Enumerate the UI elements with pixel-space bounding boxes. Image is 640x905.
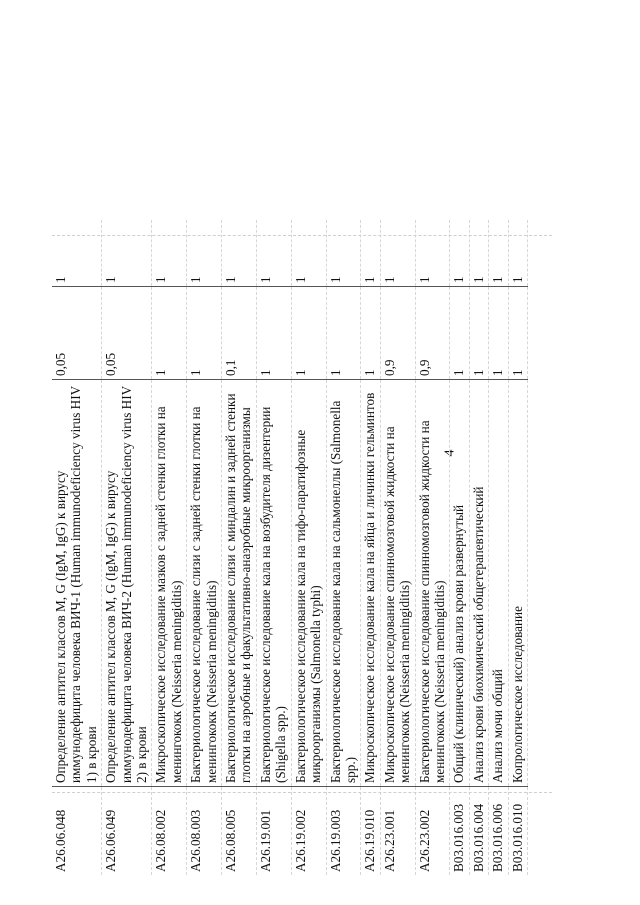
multiplicity-value: 1	[380, 220, 415, 287]
multiplicity-value: 1	[489, 220, 508, 287]
table-row	[222, 220, 257, 875]
rotated-page-content	[52, 235, 552, 875]
table-right-edge	[52, 235, 552, 236]
column-divider	[52, 792, 552, 793]
table-row	[489, 220, 508, 875]
frequency-value: 1	[152, 287, 187, 380]
frequency-value: 0,05	[52, 287, 102, 380]
table-row	[415, 220, 450, 875]
table-row	[450, 220, 469, 875]
service-code: A26.19.003	[326, 787, 361, 876]
frequency-value: 1	[187, 287, 222, 380]
service-name: Микроскопическое исследование кала на яйца и личинки гельминтов	[361, 380, 380, 787]
service-code: A26.06.049	[102, 787, 152, 876]
frequency-value: 0,9	[415, 287, 450, 380]
service-name: Бактериологическое исследование кала на возбудителя дизентерии (Shigella spp.)	[256, 380, 291, 787]
multiplicity-value: 1	[102, 220, 152, 287]
services-table	[52, 220, 528, 875]
service-name: Анализ мочи общий	[489, 380, 508, 787]
multiplicity-value: 1	[508, 220, 527, 287]
service-code: A26.23.002	[415, 787, 450, 876]
service-name: Определение антител классов M, G (IgM, IgG) к вирусу иммунодефицита человека ВИЧ-1 (Human immunodeficiency virus HIV 1) в крови	[52, 380, 102, 787]
multiplicity-value: 1	[52, 220, 102, 287]
frequency-value: 1	[489, 287, 508, 380]
service-code: A26.19.002	[291, 787, 326, 876]
frequency-value: 1	[361, 287, 380, 380]
service-name: Общий (клинический) анализ крови развернутый	[450, 380, 469, 787]
service-name: Бактериологическое исследование спинномозговой жидкости на менингококк (Neisseria meningiditis)	[415, 380, 450, 787]
service-name: Микроскопическое исследование мазков с задней стенки глотки на менингококк (Neisseria meningiditis)	[152, 380, 187, 787]
service-name: Бактериологическое исследование слизи с задней стенки глотки на менингококк (Neisseria meningiditis)	[187, 380, 222, 787]
frequency-value: 0,05	[102, 287, 152, 380]
service-name: Бактериологическое исследование кала на сальмонеллы (Salmonella spp.)	[326, 380, 361, 787]
service-code: A26.06.048	[52, 787, 102, 876]
service-name: Микроскопическое исследование спинномозговой жидкости на менингококк (Neisseria meningiditis)	[380, 380, 415, 787]
multiplicity-value: 1	[469, 220, 488, 287]
table-row	[187, 220, 222, 875]
frequency-value: 1	[450, 287, 469, 380]
multiplicity-value: 1	[152, 220, 187, 287]
table-row	[326, 220, 361, 875]
multiplicity-value: 1	[326, 220, 361, 287]
frequency-value: 0,9	[380, 287, 415, 380]
services-table-sheet	[52, 235, 552, 875]
service-code: A26.19.010	[361, 787, 380, 876]
table-body	[52, 220, 527, 875]
multiplicity-value: 1	[256, 220, 291, 287]
frequency-value: 1	[326, 287, 361, 380]
frequency-value: 1	[256, 287, 291, 380]
service-code: B03.016.010	[508, 787, 527, 876]
table-row	[291, 220, 326, 875]
multiplicity-value: 1	[450, 220, 469, 287]
table-row	[508, 220, 527, 875]
frequency-value: 1	[469, 287, 488, 380]
frequency-value: 0,1	[222, 287, 257, 380]
service-code: A26.19.001	[256, 787, 291, 876]
service-code: A26.08.003	[187, 787, 222, 876]
service-code: B03.016.006	[489, 787, 508, 876]
service-code: B03.016.004	[469, 787, 488, 876]
table-row	[469, 220, 488, 875]
service-name: Бактериологическое исследование кала на тифо-паратифозные микроорганизмы (Salmonella typhi)	[291, 380, 326, 787]
frequency-value: 1	[508, 287, 527, 380]
table-row	[52, 220, 102, 875]
table-row	[152, 220, 187, 875]
table-row	[256, 220, 291, 875]
service-name: Анализ крови биохимический общетерапевтический	[469, 380, 488, 787]
multiplicity-value: 1	[291, 220, 326, 287]
table-row	[361, 220, 380, 875]
multiplicity-value: 1	[361, 220, 380, 287]
frequency-value: 1	[291, 287, 326, 380]
multiplicity-value: 1	[222, 220, 257, 287]
service-name: Определение антител классов M, G (IgM, IgG) к вирусу иммунодефицита человека ВИЧ-2 (Human immunodeficiency virus HIV 2) в крови	[102, 380, 152, 787]
service-code: A26.08.005	[222, 787, 257, 876]
service-name: Копрологическое исследование	[508, 380, 527, 787]
service-code: B03.016.003	[450, 787, 469, 876]
service-code: A26.08.002	[152, 787, 187, 876]
page-number: 4	[442, 449, 458, 457]
multiplicity-value: 1	[415, 220, 450, 287]
multiplicity-value: 1	[187, 220, 222, 287]
service-name: Бактериологическое исследование слизи с миндалин и задней стенки глотки на аэробные и факультативно-анаэробные микроорганизмы	[222, 380, 257, 787]
table-row	[380, 220, 415, 875]
table-row	[102, 220, 152, 875]
service-code: A26.23.001	[380, 787, 415, 876]
